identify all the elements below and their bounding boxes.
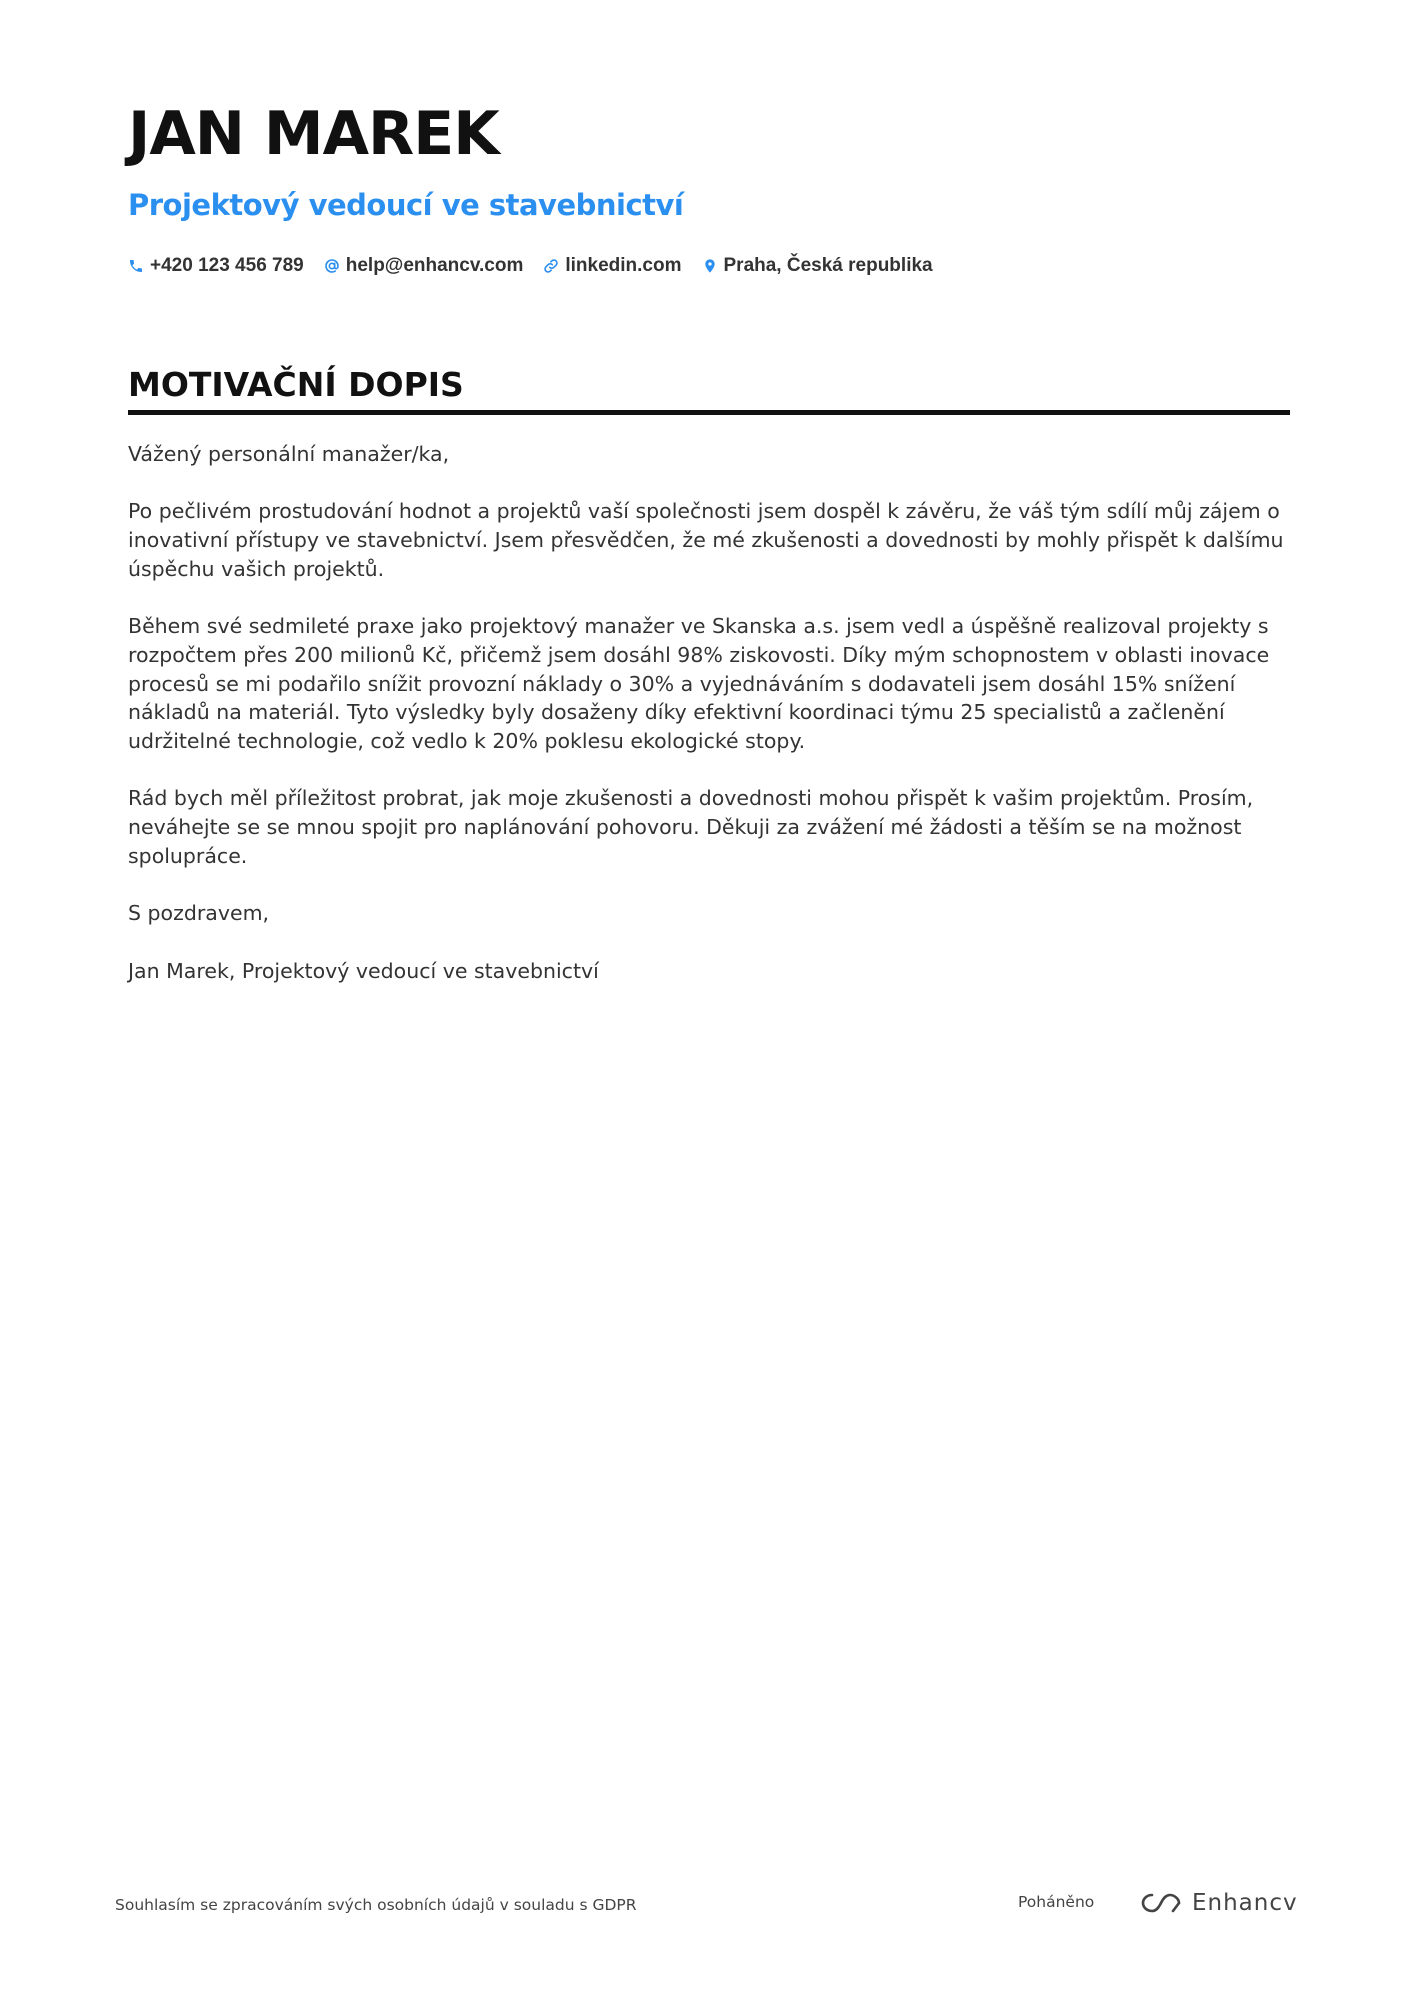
location-pin-icon [702, 258, 718, 274]
link-icon [543, 258, 559, 274]
contact-location [702, 255, 933, 277]
contact-phone-text: +420 123 456 789 [150, 255, 304, 276]
at-icon [324, 258, 340, 274]
section-divider [128, 410, 1290, 415]
letter-closing: S pozdravem, [128, 901, 270, 926]
applicant-role: Projektový vedoucí ve stavebnictví [128, 188, 684, 222]
contact-phone [128, 255, 304, 277]
phone-icon [128, 258, 144, 274]
letter-signature: Jan Marek, Projektový vedoucí ve stavebnictví [128, 958, 599, 983]
letter-paragraph: Během své sedmileté praxe jako projektový manažer ve Skanska a.s. jsem vedl a úspěšně realizoval projekty s rozpočtem přes 200 milionů Kč, přičemž jsem dosáhl 98% ziskovosti. Díky mým schopnostem v oblasti inovace procesů se mi podařilo snížit provozní náklady o 30% a vyjednáváním s dodavateli jsem dosáhl 15% snížení nákladů na materiál. Tyto výsledky byly dosaženy díky efektivní koordinaci týmu 25 specialistů a začlenění udržitelné technologie, což vedlo k 20% poklesu ekologické stopy. [128, 614, 1270, 753]
contact-location-text: Praha, Česká republika [723, 255, 933, 276]
enhancv-logo-icon [1138, 1890, 1184, 1916]
letter-body [128, 440, 1290, 1014]
applicant-name: JAN MAREK [128, 99, 499, 169]
contact-row [128, 255, 953, 277]
letter-salutation: Vážený personální manažer/ka, [128, 442, 450, 466]
enhancv-logo[interactable] [1138, 1890, 1298, 1916]
contact-linkedin-text: linkedin.com [565, 255, 682, 276]
powered-by-label: Poháněno [1018, 1893, 1095, 1911]
section-title: MOTIVAČNÍ DOPIS [128, 365, 464, 404]
letter-paragraph: Rád bych měl příležitost probrat, jak moje zkušenosti a dovednosti mohou přispět k vašim projektům. Prosím, neváhejte se se mnou spojit pro naplánování pohovoru. Děkuji za zvážení mé žádosti a těším se na možnost spolupráce. [128, 786, 1254, 868]
contact-email[interactable] [324, 255, 524, 277]
letter-paragraph: Po pečlivém prostudování hodnot a projektů vaší společnosti jsem dospěl k závěru, že váš tým sdílí můj zájem o inovativní přístupy ve stavebnictví. Jsem přesvědčen, že mé zkušenosti a dovednosti by mohly přispět k dalšímu úspěchu vašich projektů. [128, 499, 1284, 581]
contact-email-text: help@enhancv.com [345, 255, 524, 276]
gdpr-consent-text: Souhlasím se zpracováním svých osobních údajů v souladu s GDPR [115, 1896, 637, 1914]
enhancv-brand-text: Enhancv [1192, 1889, 1298, 1916]
contact-linkedin[interactable] [543, 255, 681, 277]
